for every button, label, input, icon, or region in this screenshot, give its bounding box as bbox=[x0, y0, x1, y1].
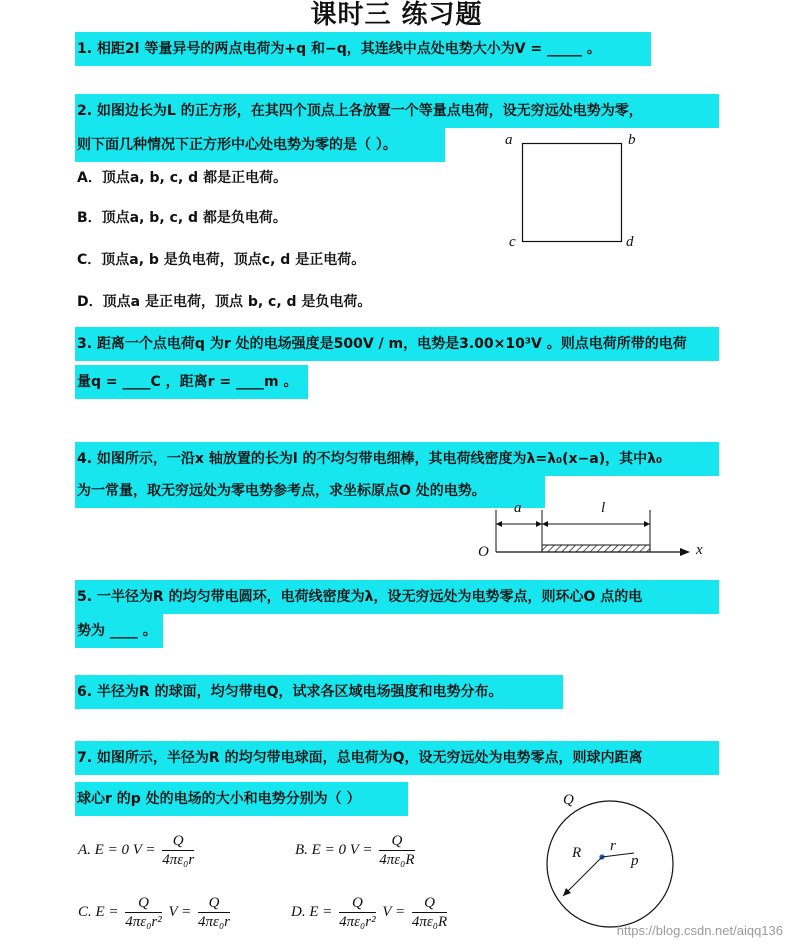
q7-option-c-numerator-e: Q bbox=[125, 894, 161, 913]
rod-diagram bbox=[490, 510, 710, 570]
q2-option-c: C．顶点a, b 是负电荷，顶点c, d 是正电荷。 bbox=[77, 252, 366, 268]
q7-option-d-denominator-v: 4πε₀R bbox=[411, 914, 448, 930]
q7-option-a-fraction bbox=[162, 832, 194, 869]
q7-option-d-mid: V = bbox=[382, 903, 406, 920]
q7-option-c-prefix: C. E = bbox=[78, 903, 119, 920]
square-label-b: b bbox=[628, 132, 636, 148]
question-7-line-2: 球心r 的p 处的电场的大小和电势分别为（ ） bbox=[75, 782, 408, 816]
question-3-line-2: 量q = ____C ，距离r = ____m 。 bbox=[75, 365, 308, 399]
q7-option-a bbox=[78, 832, 197, 869]
square-shape bbox=[522, 143, 622, 243]
q7-option-a-numerator: Q bbox=[162, 832, 194, 851]
q7-option-b-fraction bbox=[379, 832, 414, 869]
q7-option-c-denominator-v: 4πε₀r bbox=[198, 914, 231, 930]
q7-option-c-fraction-v bbox=[198, 894, 230, 931]
question-5-line-1: 5. 一半径为R 的均匀带电圆环，电荷线密度为λ，设无穷远处为电势零点，则环心O 点的电 bbox=[75, 580, 719, 614]
q7-option-d-denominator-e: 4πε₀r² bbox=[339, 914, 376, 930]
sphere-label-r-small: r bbox=[610, 838, 616, 854]
q7-option-b-prefix: B. E = 0 V = bbox=[295, 841, 373, 858]
question-2-line-1: 2. 如图边长为L 的正方形，在其四个顶点上各放置一个等量点电荷，设无穷远处电势为零， bbox=[75, 94, 719, 128]
square-label-d: d bbox=[626, 234, 634, 250]
question-2-line-2: 则下面几种情况下正方形中心处电势为零的是（ ）。 bbox=[75, 128, 445, 162]
rod-label-origin: O bbox=[478, 544, 489, 560]
rod-label-l: l bbox=[601, 500, 606, 516]
question-4-line-1: 4. 如图所示，一沿x 轴放置的长为l 的不均匀带电细棒，其电荷线密度为λ=λ₀(x−a)，其中λ₀ bbox=[75, 442, 719, 476]
q7-option-a-prefix: A. E = 0 V = bbox=[78, 841, 156, 858]
q7-option-c-denominator-e: 4πε₀r² bbox=[125, 914, 162, 930]
q7-option-c-fraction-e bbox=[125, 894, 161, 931]
question-1: 1. 相距2l 等量异号的两点电荷为+q 和−q，其连线中点处电势大小为V = _____ 。 bbox=[75, 32, 651, 66]
q7-option-d-numerator-v: Q bbox=[412, 894, 447, 913]
q7-option-d bbox=[291, 894, 450, 931]
q7-option-c-mid: V = bbox=[168, 903, 192, 920]
sphere-diagram bbox=[546, 800, 676, 930]
sphere-label-p: p bbox=[631, 853, 639, 869]
question-7-line-1: 7. 如图所示，半径为R 的均匀带电球面，总电荷为Q，设无穷远处为电势零点，则球内距离 bbox=[75, 741, 719, 775]
sphere-label-r-big: R bbox=[572, 845, 582, 861]
square-label-c: c bbox=[509, 234, 516, 250]
q2-option-b: B．顶点a, b, c, d 都是负电荷。 bbox=[77, 210, 287, 226]
q7-option-b bbox=[295, 832, 418, 869]
q7-option-c bbox=[78, 894, 233, 931]
q7-option-d-fraction-v bbox=[412, 894, 447, 931]
question-6: 6. 半径为R 的球面，均匀带电Q，试求各区域电场强度和电势分布。 bbox=[75, 675, 563, 709]
q2-option-a: A．顶点a, b, c, d 都是正电荷。 bbox=[77, 170, 288, 186]
q7-option-b-denominator: 4πε₀R bbox=[379, 852, 415, 868]
watermark: https://blog.csdn.net/aiqq136 bbox=[616, 923, 783, 938]
page-title: 课时三 练习题 bbox=[310, 0, 483, 30]
rod-label-x: x bbox=[696, 542, 703, 558]
q7-option-c-numerator-v: Q bbox=[198, 894, 230, 913]
q7-option-d-numerator-e: Q bbox=[339, 894, 375, 913]
sphere-label-q: Q bbox=[563, 792, 574, 808]
question-3-line-1: 3. 距离一个点电荷q 为r 处的电场强度是500V / m，电势是3.00×10³V 。则点电荷所带的电荷 bbox=[75, 327, 719, 361]
rod-label-a: a bbox=[514, 500, 522, 516]
q7-option-b-numerator: Q bbox=[379, 832, 414, 851]
q7-option-a-denominator: 4πε₀r bbox=[162, 852, 195, 868]
question-5-line-2: 势为 ____ 。 bbox=[75, 614, 163, 648]
question-4-line-2: 为一常量，取无穷远处为零电势参考点，求坐标原点O 处的电势。 bbox=[75, 474, 545, 508]
q7-option-d-prefix: D. E = bbox=[291, 903, 333, 920]
square-label-a: a bbox=[505, 132, 513, 148]
q7-option-d-fraction-e bbox=[339, 894, 375, 931]
q2-option-d: D．顶点a 是正电荷，顶点 b, c, d 是负电荷。 bbox=[77, 294, 372, 310]
